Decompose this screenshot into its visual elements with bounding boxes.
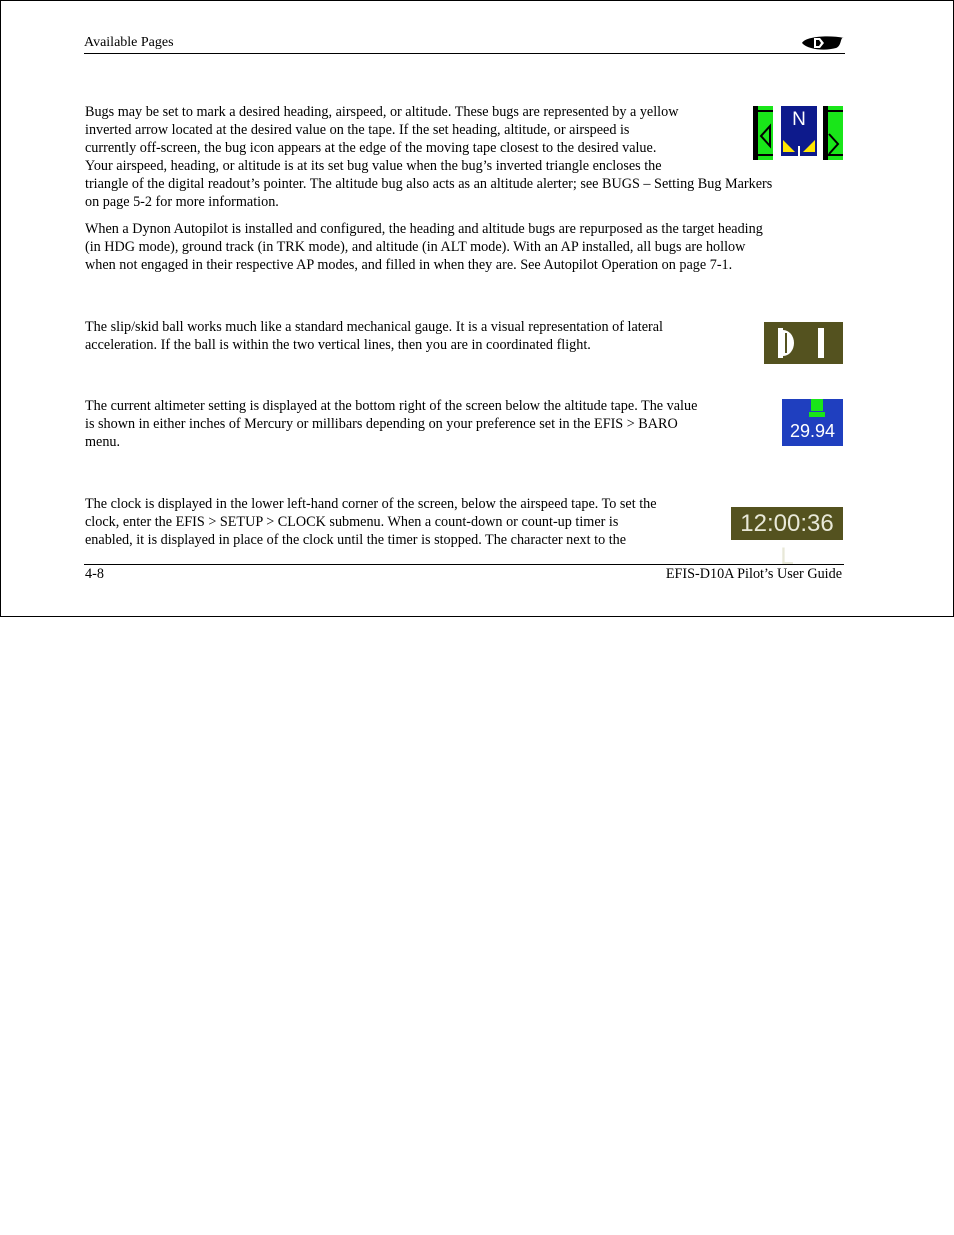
text-line: when not engaged in their respective AP modes, and filled in when they are. See Autopilot Operation on page 7-1. xyxy=(85,257,733,273)
text-line: The clock is displayed in the lower left-hand corner of the screen, below the airspeed tape. To set the xyxy=(85,496,657,512)
text-line: inverted arrow located at the desired value on the tape. If the set heading, altitude, or airspeed is xyxy=(85,122,630,138)
text-line: currently off-screen, the bug icon appears at the edge of the moving tape closest to the desired value. xyxy=(85,140,657,156)
altimeter-paragraph xyxy=(85,397,697,451)
text-line: triangle of the digital readout’s pointer. The altitude bug also acts as an altitude alerter; see BUGS – Setting Bug Markers xyxy=(85,176,773,192)
slip-skid-ball-figure xyxy=(764,322,843,364)
footer-rule xyxy=(84,564,844,565)
text-line: is shown in either inches of Mercury or millibars depending on your preference set in the EFIS > BARO xyxy=(85,416,678,432)
heading-bug-letter: N xyxy=(792,109,806,130)
text-line: The current altimeter setting is displayed at the bottom right of the screen below the altitude tape. The value xyxy=(85,398,698,414)
bugs-paragraph xyxy=(85,103,772,211)
text-line: Your airspeed, heading, or altitude is at its set bug value when the bug’s inverted triangle encloses the xyxy=(85,158,662,174)
header-title: Available Pages xyxy=(84,35,174,50)
text-line: (in HDG mode), ground track (in TRK mode), and altitude (in ALT mode). With an AP installed, all bugs are hollow xyxy=(85,239,746,255)
text-line: on page 5-2 for more information. xyxy=(85,194,279,210)
dynon-logo-icon xyxy=(800,34,846,52)
text-line: The slip/skid ball works much like a standard mechanical gauge. It is a visual representation of lateral xyxy=(85,319,663,335)
airspeed-bug-figure xyxy=(753,106,773,160)
clock-display-figure: 12:00:36 L xyxy=(731,507,843,540)
guide-title: EFIS-D10A Pilot’s User Guide xyxy=(665,566,842,582)
header-rule xyxy=(84,53,845,54)
text-line: acceleration. If the ball is within the two vertical lines, then you are in coordinated flight. xyxy=(85,337,591,353)
text-line: clock, enter the EFIS > SETUP > CLOCK submenu. When a count-down or count-up timer is xyxy=(85,514,619,530)
autopilot-paragraph xyxy=(85,220,763,274)
text-line: Bugs may be set to mark a desired heading, airspeed, or altitude. These bugs are represented by a yellow xyxy=(85,104,679,120)
page-number: 4-8 xyxy=(85,566,104,582)
document-page xyxy=(0,0,954,617)
text-line: When a Dynon Autopilot is installed and configured, the heading and altitude bugs are repurposed as the target heading xyxy=(85,221,763,237)
clock-paragraph xyxy=(85,495,657,549)
text-line: menu. xyxy=(85,434,121,450)
slip-skid-paragraph xyxy=(85,318,663,354)
altimeter-setting-value: 29.94 xyxy=(789,421,836,441)
text-line: enabled, it is displayed in place of the clock until the timer is stopped. The character next to the xyxy=(85,532,627,548)
altitude-bug-figure xyxy=(823,106,843,160)
